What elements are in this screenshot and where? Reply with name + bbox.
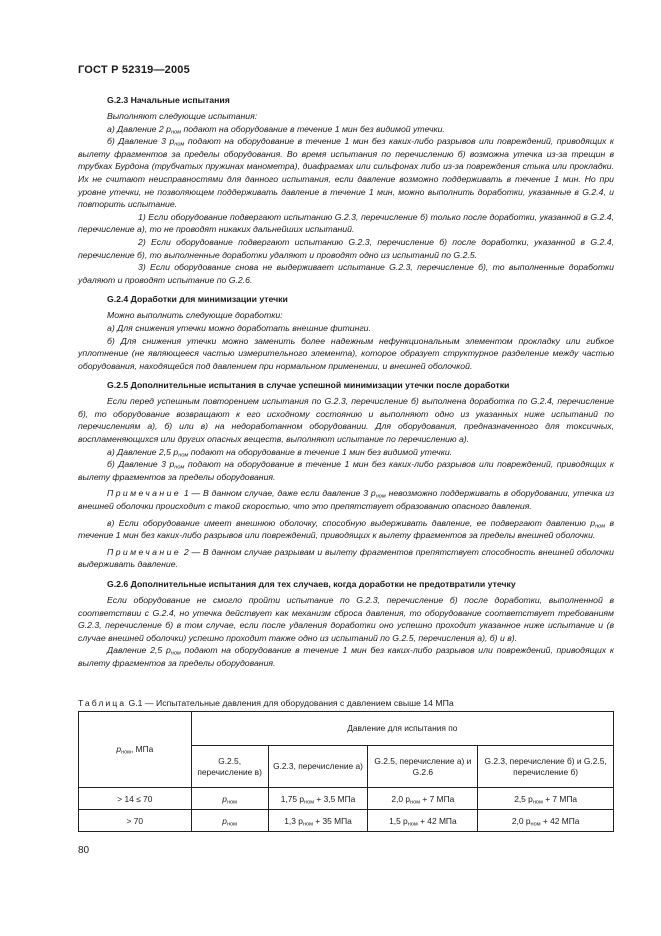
paragraph: а) Для снижения утечки можно доработать внешние фитинги. [107, 322, 371, 333]
table-cell: $p_{ном}$ [191, 788, 268, 810]
paragraph: Если перед успешным повторением испытания по G.2.3, перечисление б) выполнена доработка по G.2.4, перечисление б), то оборудование возвращают к его исходному состоянию и выполняют одно из указанных ниже испытаний по перечислениям а), б) или в) на недоработанном оборудовании. Для оборудования, предназначенного для токсичных, воспламеняющихся или других опасных веществ, выполняют испытание по перечислению а). [78, 396, 614, 445]
paragraph: а) Давление 2 $p_{ном}$ подают на оборудование в течение 1 мин без видимой утечки. [107, 123, 445, 135]
table-row [79, 788, 614, 810]
table-cell: > 14 ≤ 70 [79, 788, 192, 810]
table-cell: 1,75 $p_{ном} + 3,5$ МПа [268, 788, 368, 810]
note-1: Примечание 1 — В данном случае, даже если давление 3 $p_{ном}$ невозможно поддерживать в оборудовании, утечка из внешней оболочки происходит с такой скоростью, что это препятствует образованию опасного давления. [78, 488, 614, 512]
pressure-table [78, 711, 614, 832]
paragraph: 3) Если оборудование снова не выдерживает испытание G.2.3, перечисление б), то выполненные доработки удаляют и проводят испытание по G.2.6. [78, 262, 614, 285]
paragraph: Давление 2,5 $p_{ном}$ подают на оборудование в течение 1 мин без каких-либо разрывов или повреждений, приводящих к вылету фрагментов за пределы оборудования. [78, 645, 614, 668]
column-header: G.2.3, перечисление б) и G.2.5, перечисление б) [478, 746, 614, 788]
section-title-g26: G.2.6 Дополнительные испытания для тех случаев, когда доработки не предотвратили утечку [107, 579, 516, 589]
table-cell: 1,5 $p_{ном} + 42$ МПа [368, 810, 478, 832]
paragraph: 1) Если оборудование подвергают испытанию G.2.3, перечисление б) только после доработки, указанной в G.2.4, перечисление а), то не проводят никаких дальнейших испытаний. [78, 211, 614, 235]
paragraph: Можно выполнить следующие доработки: [107, 310, 283, 321]
paragraph: б) Давление 3 $p_{ном}$ подают на оборудование в течение 1 мин без каких-либо разрывов или повреждений, приводящих к вылету фрагментов за пределы оборудования. Во время испытания по перечислению б) возможна утечка из-за трещин в трубках Бурдона (трубчатых пружинах манометра), диафрагмах или сильфонах либо из-за повреждения стыка или прокладки. Их не считают неисправностями для данного испытания, если давление возможно поддерживать в течение 1 мин. Но при уровне утечки, не позволяющем поддерживать давление в течение 1 мин, можно выполнить доработки, указанные в G.2.4, и повторить испытание. [78, 136, 614, 210]
paragraph: б) Давление 3 $p_{ном}$ подают на оборудование в течение 1 мин без каких-либо разрывов или повреждений, приводящих к вылету фрагментов за пределы оборудования. [78, 459, 614, 482]
paragraph: 2) Если оборудование подвергают испытанию G.2.3, перечисление б) после доработки, указанной в G.2.4, перечисление б), то выполненные доработки удаляют и проводят одно из испытаний по G.2.5. [78, 236, 614, 260]
table-cell: 2,0 $p_{ном} + 7$ МПа [368, 788, 478, 810]
column-header: G.2.3, перечисление а) [268, 746, 368, 788]
section-title-g25: G.2.5 Дополнительные испытания в случае успешной минимизации утечки после доработки [107, 380, 510, 391]
section-title-g23: G.2.3 Начальные испытания [107, 95, 230, 105]
table-cell: > 70 [79, 810, 192, 832]
table-caption: Таблица G.1 — Испытательные давления для оборудования с давлением свыше 14 МПа [78, 698, 454, 708]
section-title-g24: G.2.4 Доработки для минимизации утечки [107, 294, 288, 305]
column-header: G.2.5, перечисление а) и G.2.6 [368, 746, 478, 788]
paragraph: а) Давление 2,5 $p_{ном}$ подают на оборудование в течение 1 мин без видимой утечки. [107, 446, 453, 459]
table-cell: 2,0 $p_{ном} + 42$ МПа [478, 810, 614, 832]
paragraph: в) Если оборудование имеет внешнюю оболочку, способную выдерживать давление, ее подвергают давлению $p_{ном}$ в течение 1 мин без каких-либо разрывов или повреждений, приводящих к вылету фрагментов за пределы внешней оболочки. [78, 517, 614, 541]
paragraph: Выполняют следующие испытания: [107, 111, 258, 121]
table-cell: 1,3 $p_{ном} + 35$ МПа [268, 810, 368, 832]
document-body [78, 94, 614, 670]
paragraph: Если оборудование не смогло пройти испытание по G.2.3, перечисление б) после доработки, выполненной в соответствии с G.2.4, но утечка действует как механизм сброса давления, то оборудование соответствует требованиям G.2.3, перечисление б) в том случае, если после удаления доработки оно успешно проходит указанное ниже испытание и (в случае внешней оболочки) успешно проходит также одно из испытаний по G.2.5, перечисления а), б) и в). [78, 595, 614, 643]
table-cell: $p_{ном}$ [191, 810, 268, 832]
note-2: Примечание 2 — В данном случае разрывам и вылету фрагментов препятствует способность внешней оболочки выдерживать давление. [78, 546, 614, 570]
table-row [79, 810, 614, 832]
row-header-cell: $p_{ном}$, МПа [79, 712, 192, 788]
table-cell: 2,5 $p_{ном} + 7$ МПа [478, 788, 614, 810]
group-header-cell: Давление для испытания по [191, 712, 613, 746]
document-header: ГОСТ Р 52319—2005 [78, 64, 190, 76]
paragraph: б) Для снижения утечки можно заменить более надежным нефункциональным элементом прокладку или гибкое уплотнение (не являющееся частью измерительного элемента), которое образует структурное разделение между частью оборудования, находящейся под давлением при нормальном применении, и внешней оболочкой. [78, 335, 614, 371]
page-number: 80 [78, 845, 90, 856]
column-header: G.2.5, перечисление в) [191, 746, 268, 788]
